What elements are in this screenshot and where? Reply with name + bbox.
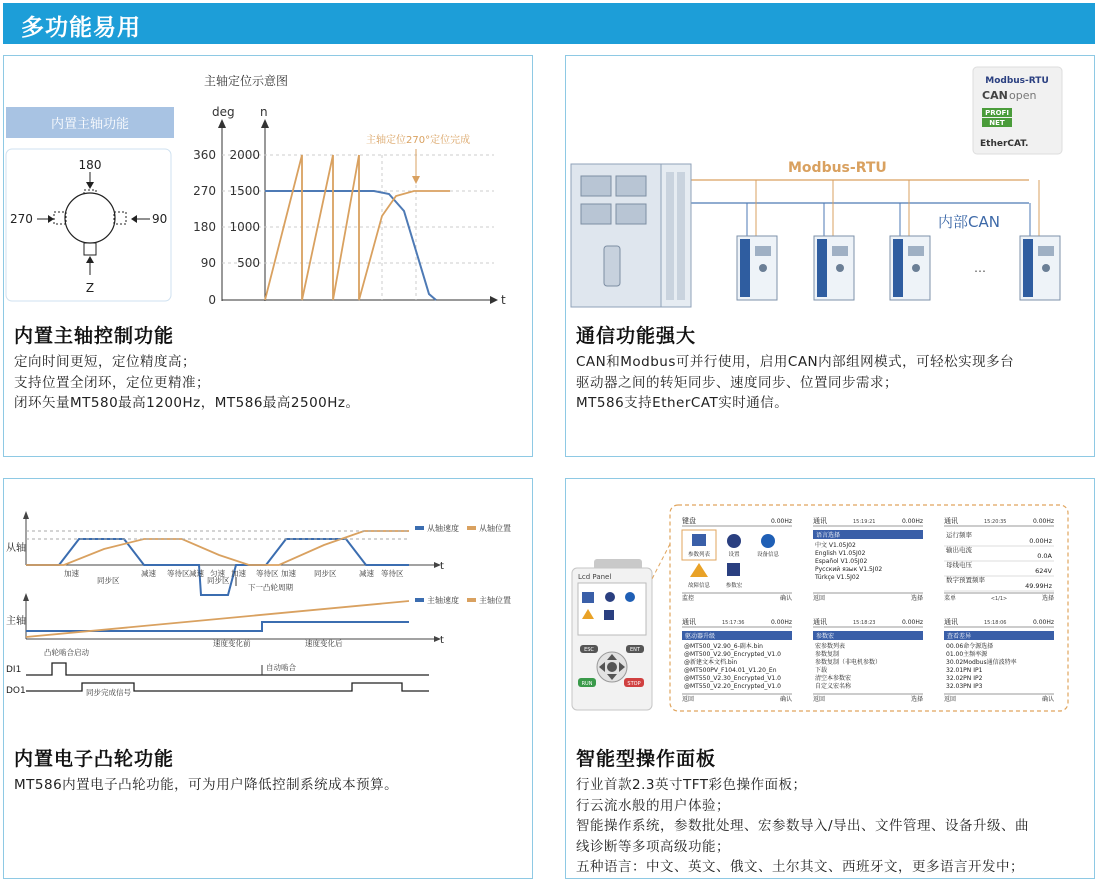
diagram-title: 主轴定位示意图 bbox=[204, 74, 289, 88]
svg-text:STOP: STOP bbox=[627, 681, 641, 687]
n-tick-label: 2000 bbox=[229, 148, 260, 162]
svg-text:49.99Hz: 49.99Hz bbox=[1025, 582, 1052, 590]
svg-text:故障信息: 故障信息 bbox=[687, 583, 711, 589]
svg-text:15:17:36: 15:17:36 bbox=[722, 620, 745, 626]
svg-text:参数复制: 参数复制 bbox=[815, 651, 840, 658]
svg-text:0.0A: 0.0A bbox=[1037, 552, 1052, 560]
spindle-diagram bbox=[4, 56, 532, 311]
svg-text:确认: 确认 bbox=[779, 595, 792, 602]
svg-text:下载: 下载 bbox=[815, 667, 828, 674]
svg-text:32.01PN IP1: 32.01PN IP1 bbox=[946, 667, 983, 674]
svg-text:通讯: 通讯 bbox=[944, 517, 958, 525]
svg-text:清空本参数宏: 清空本参数宏 bbox=[815, 675, 852, 682]
svg-text:…: … bbox=[974, 261, 986, 275]
svg-text:加速: 加速 bbox=[231, 569, 246, 578]
svg-text:输出电流: 输出电流 bbox=[946, 546, 972, 554]
header-banner bbox=[3, 3, 1095, 44]
svg-text:查看差异: 查看差异 bbox=[947, 633, 972, 640]
svg-text:@MT500_V2.90_6-副本.bin: @MT500_V2.90_6-副本.bin bbox=[684, 643, 763, 650]
deg-tick-label: 270 bbox=[193, 184, 216, 198]
svg-text:减速: 减速 bbox=[141, 569, 156, 578]
svg-text:从轴速度: 从轴速度 bbox=[427, 524, 459, 533]
svg-text:t: t bbox=[440, 561, 444, 572]
svg-text:RUN: RUN bbox=[581, 681, 593, 687]
svg-text:下一凸轮周期: 下一凸轮周期 bbox=[248, 583, 293, 592]
svg-text:速度变化后: 速度变化后 bbox=[305, 639, 343, 648]
svg-text:设置: 设置 bbox=[728, 552, 740, 558]
svg-text:t: t bbox=[440, 635, 444, 646]
n-tick-label: 1500 bbox=[229, 184, 260, 198]
n-tick-label: 1000 bbox=[229, 220, 260, 234]
svg-text:参数列表: 参数列表 bbox=[687, 552, 711, 558]
svg-text:等待区: 等待区 bbox=[167, 569, 190, 578]
svg-text:母线电压: 母线电压 bbox=[946, 561, 972, 569]
svg-text:624V: 624V bbox=[1035, 567, 1052, 575]
svg-text:CAN: CAN bbox=[982, 89, 1008, 102]
svg-text:驱动器升级: 驱动器升级 bbox=[685, 633, 716, 640]
svg-text:@新建文本文档.bin: @新建文本文档.bin bbox=[684, 659, 738, 666]
svg-text:DO1: DO1 bbox=[6, 686, 26, 696]
svg-text:减速: 减速 bbox=[189, 569, 204, 578]
svg-text:确认: 确认 bbox=[1041, 696, 1054, 703]
svg-text:等待区: 等待区 bbox=[381, 569, 404, 578]
spindle-description: 定向时间更短，定位精度高； 支持位置全闭环，定位更精准； 闭环矢量MT580最高1200Hz，MT586最高2500Hz。 bbox=[14, 354, 360, 411]
svg-text:15:18:06: 15:18:06 bbox=[984, 620, 1007, 626]
svg-text:选择: 选择 bbox=[1041, 595, 1054, 602]
svg-text:NET: NET bbox=[989, 119, 1005, 127]
lcd-description: 行业首款2.3英寸TFT彩色操作面板； 行云流水般的用户体验； 智能操作系统，参数批处理、宏参数导入/导出、文件管理、设备升级、曲 线诊断等多项高级功能； 五种语言：中文、英文、俄文、土尔其文、西班牙文，更多语言开发中； bbox=[576, 777, 1030, 875]
svg-text:@MT550_V2.20_Encrypted_V1.0: @MT550_V2.20_Encrypted_V1.0 bbox=[684, 683, 781, 690]
svg-text:主轴位置: 主轴位置 bbox=[479, 596, 511, 605]
svg-text:32.03PN IP3: 32.03PN IP3 bbox=[946, 683, 983, 690]
lcd-panel-section bbox=[565, 478, 1095, 879]
page-title: 多功能易用 bbox=[21, 15, 141, 41]
svg-text:返回: 返回 bbox=[682, 696, 695, 703]
svg-text:ENT: ENT bbox=[630, 647, 640, 653]
svg-text:PROFI: PROFI bbox=[985, 109, 1009, 117]
svg-text:0.00Hz: 0.00Hz bbox=[1032, 619, 1054, 626]
svg-text:EtherCAT.: EtherCAT. bbox=[980, 139, 1029, 149]
spindle-panel bbox=[3, 55, 533, 457]
svg-text:数字预置频率: 数字预置频率 bbox=[946, 576, 985, 584]
svg-text:同步区: 同步区 bbox=[97, 576, 120, 585]
svg-text:通讯: 通讯 bbox=[944, 618, 958, 626]
svg-text:Русский язык V1.5J02: Русский язык V1.5J02 bbox=[815, 566, 883, 573]
svg-text:15:19:21: 15:19:21 bbox=[853, 519, 876, 525]
svg-text:@MT500PV_F104.01_V1.20_En: @MT500PV_F104.01_V1.20_En bbox=[684, 667, 777, 674]
svg-text:键盘: 键盘 bbox=[682, 517, 696, 525]
svg-text:运行频率: 运行频率 bbox=[946, 531, 972, 539]
svg-text:从轴位置: 从轴位置 bbox=[479, 524, 511, 533]
comm-description: CAN和Modbus可并行使用，启用CAN内部组网模式，可轻松实现多台 驱动器之间的转矩同步、速度同步、位置同步需求； MT586支持EtherCAT实时通信。 bbox=[576, 354, 1015, 411]
svg-text:270: 270 bbox=[10, 212, 33, 226]
svg-text:90: 90 bbox=[152, 212, 168, 226]
deg-tick-label: 0 bbox=[208, 293, 216, 307]
svg-text:Z: Z bbox=[85, 281, 95, 295]
svg-text:菜单: 菜单 bbox=[944, 595, 957, 602]
svg-text:加速: 加速 bbox=[281, 569, 296, 578]
svg-text:0.00Hz: 0.00Hz bbox=[1029, 537, 1052, 545]
svg-text:语言选择: 语言选择 bbox=[816, 532, 841, 539]
modbus-label: Modbus-RTU bbox=[788, 160, 887, 176]
svg-text:15:20:35: 15:20:35 bbox=[984, 519, 1007, 525]
spindle-circle bbox=[65, 193, 115, 243]
svg-text:Lcd Panel: Lcd Panel bbox=[578, 573, 612, 581]
svg-text:通讯: 通讯 bbox=[813, 517, 827, 525]
svg-text:加速: 加速 bbox=[64, 569, 79, 578]
svg-text:@MT500_V2.90_Encrypted_V1.0: @MT500_V2.90_Encrypted_V1.0 bbox=[684, 651, 781, 658]
svg-text:open: open bbox=[1009, 89, 1037, 102]
svg-text:通讯: 通讯 bbox=[813, 618, 827, 626]
svg-text:n: n bbox=[260, 105, 268, 119]
svg-text:同步区: 同步区 bbox=[207, 576, 230, 585]
svg-text:ESC: ESC bbox=[584, 647, 594, 653]
spindle-annotation: 主轴定位270°定位完成 bbox=[366, 135, 471, 146]
lcd-diagram bbox=[566, 479, 1094, 729]
svg-text:30.02Modbus通信波特率: 30.02Modbus通信波特率 bbox=[946, 659, 1017, 666]
svg-text:参数宏: 参数宏 bbox=[725, 583, 743, 589]
svg-text:t: t bbox=[501, 293, 506, 307]
svg-text:DI1: DI1 bbox=[6, 665, 22, 675]
svg-text:<1/1>: <1/1> bbox=[990, 596, 1008, 602]
svg-text:参数宏: 参数宏 bbox=[816, 633, 835, 640]
svg-text:@MT550_V2.30_Encrypted_V1.0: @MT550_V2.30_Encrypted_V1.0 bbox=[684, 675, 781, 682]
svg-text:01.00主频率源: 01.00主频率源 bbox=[946, 651, 988, 658]
comm-diagram bbox=[566, 56, 1094, 311]
cam-panel bbox=[3, 478, 533, 879]
svg-text:返回: 返回 bbox=[813, 595, 826, 602]
svg-text:确认: 确认 bbox=[779, 696, 792, 703]
svg-text:Modbus-RTU: Modbus-RTU bbox=[985, 76, 1049, 86]
spindle-function-label: 内置主轴功能 bbox=[50, 117, 130, 132]
svg-text:0.00Hz: 0.00Hz bbox=[770, 619, 792, 626]
svg-text:返回: 返回 bbox=[944, 696, 957, 703]
svg-text:自定义宏名称: 自定义宏名称 bbox=[815, 683, 852, 690]
svg-text:00.06命令源选择: 00.06命令源选择 bbox=[946, 643, 994, 650]
svg-text:等待区: 等待区 bbox=[256, 569, 279, 578]
svg-text:参数复制（非电机参数）: 参数复制（非电机参数） bbox=[815, 659, 882, 666]
svg-text:0.00Hz: 0.00Hz bbox=[1032, 518, 1054, 525]
svg-text:Español V1.05J02: Español V1.05J02 bbox=[815, 558, 868, 565]
lcd-title: 智能型操作面板 bbox=[576, 748, 717, 770]
svg-text:中文 V1.05J02: 中文 V1.05J02 bbox=[815, 542, 856, 549]
spindle-title: 内置主轴控制功能 bbox=[14, 325, 175, 347]
comm-title: 通信功能强大 bbox=[576, 325, 697, 347]
svg-text:0.00Hz: 0.00Hz bbox=[901, 619, 923, 626]
svg-text:Türkçe V1.5J02: Türkçe V1.5J02 bbox=[815, 574, 860, 581]
svg-text:0.00Hz: 0.00Hz bbox=[770, 518, 792, 525]
svg-text:返回: 返回 bbox=[813, 696, 826, 703]
svg-text:通讯: 通讯 bbox=[682, 618, 696, 626]
svg-text:设备信息: 设备信息 bbox=[756, 552, 780, 558]
comm-panel bbox=[565, 55, 1095, 457]
svg-text:减速: 减速 bbox=[359, 569, 374, 578]
svg-text:deg: deg bbox=[212, 105, 235, 119]
svg-text:速度变化前: 速度变化前 bbox=[213, 639, 251, 648]
svg-text:180: 180 bbox=[78, 158, 102, 172]
svg-text:0.00Hz: 0.00Hz bbox=[901, 518, 923, 525]
svg-text:主轴速度: 主轴速度 bbox=[427, 596, 459, 605]
svg-text:同步区: 同步区 bbox=[314, 569, 337, 578]
deg-tick-label: 360 bbox=[193, 148, 216, 162]
deg-tick-label: 180 bbox=[193, 220, 216, 234]
svg-text:同步完成信号: 同步完成信号 bbox=[86, 688, 131, 697]
cam-title: 内置电子凸轮功能 bbox=[14, 748, 175, 770]
svg-text:15:18:23: 15:18:23 bbox=[853, 620, 876, 626]
svg-text:凸轮啮合启动: 凸轮啮合启动 bbox=[44, 648, 89, 657]
svg-text:自动啮合: 自动啮合 bbox=[266, 663, 296, 672]
cam-description: MT586内置电子凸轮功能，可为用户降低控制系统成本预算。 bbox=[14, 777, 399, 793]
cam-diagram bbox=[4, 479, 532, 709]
deg-tick-label: 90 bbox=[200, 256, 216, 270]
svg-text:32.02PN IP2: 32.02PN IP2 bbox=[946, 675, 983, 682]
svg-text:监控: 监控 bbox=[682, 595, 695, 602]
svg-text:English V1.05J02: English V1.05J02 bbox=[815, 550, 866, 557]
n-tick-label: 500 bbox=[237, 256, 260, 270]
svg-text:选择: 选择 bbox=[910, 595, 923, 602]
svg-text:从轴: 从轴 bbox=[6, 543, 26, 554]
svg-text:主轴: 主轴 bbox=[6, 616, 26, 627]
svg-text:匀速: 匀速 bbox=[210, 569, 225, 578]
can-label: 内部CAN bbox=[938, 213, 1000, 231]
svg-text:宏参数列表: 宏参数列表 bbox=[815, 643, 846, 650]
svg-text:选择: 选择 bbox=[910, 696, 923, 703]
